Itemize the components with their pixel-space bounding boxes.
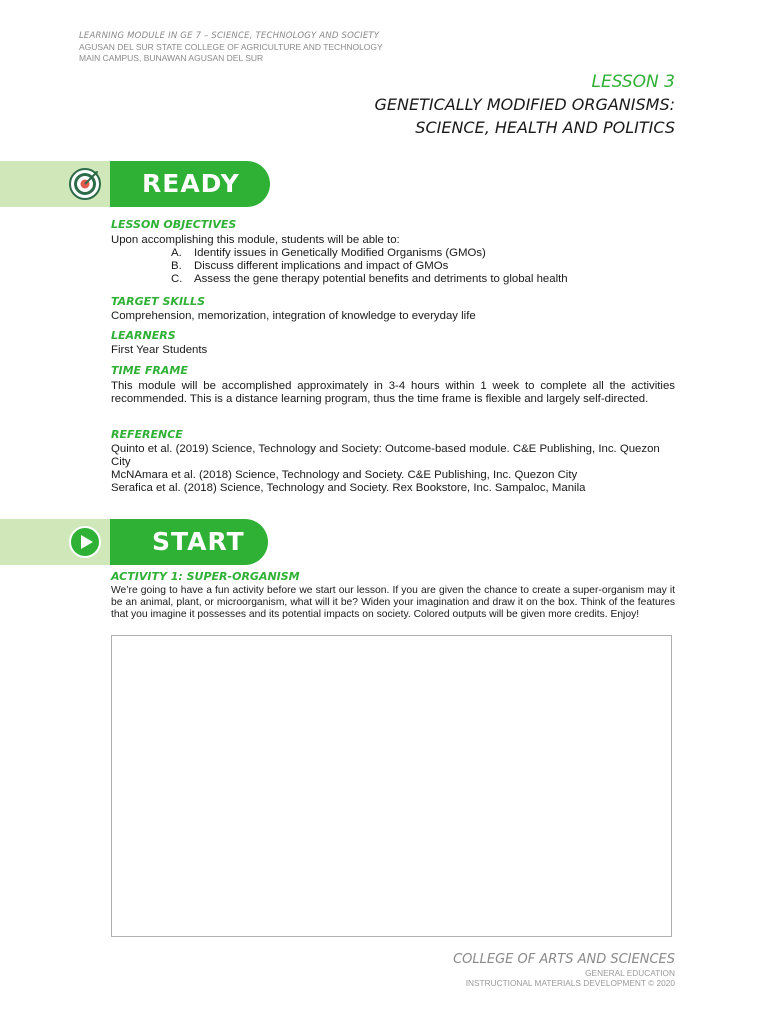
objective-item: A. Identify issues in Genetically Modified Organisms (GMOs)	[171, 247, 486, 259]
learners-heading: LEARNERS	[111, 329, 176, 342]
department-name: GENERAL EDUCATION	[585, 968, 675, 978]
reference-item: Serafica et al. (2018) Science, Technology and Society. Rex Bookstore, Inc. Sampaloc, Manila	[111, 482, 586, 494]
reference-heading: REFERENCE	[111, 428, 183, 441]
activity-heading: ACTIVITY 1: SUPER-ORGANISM	[111, 570, 300, 583]
lesson-title-line-1: GENETICALLY MODIFIED ORGANISMS:	[374, 95, 675, 114]
objective-item: B. Discuss different implications and impact of GMOs	[171, 260, 449, 272]
reference-item: McNAmara et al. (2018) Science, Technology and Society. C&E Publishing, Inc. Quezon City	[111, 469, 578, 481]
objective-item: C. Assess the gene therapy potential benefits and detriments to global health	[171, 273, 568, 285]
lesson-title-block	[375, 71, 675, 139]
ready-label: READY	[142, 169, 240, 198]
time-frame-text: This module will be accomplished approximately in 3-4 hours within 1 week to complete all the activities recommended. This is a distance learning program, thus the time frame is flexible and largely self-directed.	[111, 380, 675, 405]
imd-credit: INSTRUCTIONAL MATERIALS DEVELOPMENT © 2020	[465, 978, 675, 988]
school-name: AGUSAN DEL SUR STATE COLLEGE OF AGRICULTURE AND TECHNOLOGY	[79, 42, 383, 52]
module-title: LEARNING MODULE IN GE 7 – SCIENCE, TECHNOLOGY AND SOCIETY	[79, 31, 380, 41]
target-skills-text: Comprehension, memorization, integration of knowledge to everyday life	[111, 310, 476, 322]
objectives-heading: LESSON OBJECTIVES	[111, 218, 237, 231]
college-name: COLLEGE OF ARTS AND SCIENCES	[453, 952, 675, 967]
lesson-title-line-2: SCIENCE, HEALTH AND POLITICS	[415, 118, 675, 137]
document-footer	[453, 951, 675, 988]
target-skills-heading: TARGET SKILLS	[111, 295, 205, 308]
lesson-number: LESSON 3	[591, 72, 675, 92]
start-label: START	[152, 527, 245, 556]
drawing-box	[111, 635, 672, 937]
play-icon	[69, 526, 101, 558]
time-frame-heading: TIME FRAME	[111, 364, 188, 377]
target-icon	[69, 168, 101, 200]
learners-text: First Year Students	[111, 344, 208, 356]
reference-list	[111, 443, 675, 495]
document-header	[79, 31, 383, 64]
campus-name: MAIN CAMPUS, BUNAWAN AGUSAN DEL SUR	[79, 53, 264, 63]
reference-item: Quinto et al. (2019) Science, Technology and Society: Outcome-based module. C&E Publishing, Inc. Quezon City	[111, 443, 660, 468]
start-banner	[0, 519, 270, 565]
activity-instructions: We’re going to have a fun activity before we start our lesson. If you are given the chance to create a super-organism may it be an animal, plant, or microorganism, what will it be? Widen your imagination and draw it on the box. Think of the features that you imagine it possesses and its potential impacts on society. Colored outputs will be given more credits. Enjoy!	[111, 585, 675, 620]
objectives-intro: Upon accomplishing this module, students will be able to:	[111, 234, 400, 246]
ready-banner	[0, 161, 270, 207]
